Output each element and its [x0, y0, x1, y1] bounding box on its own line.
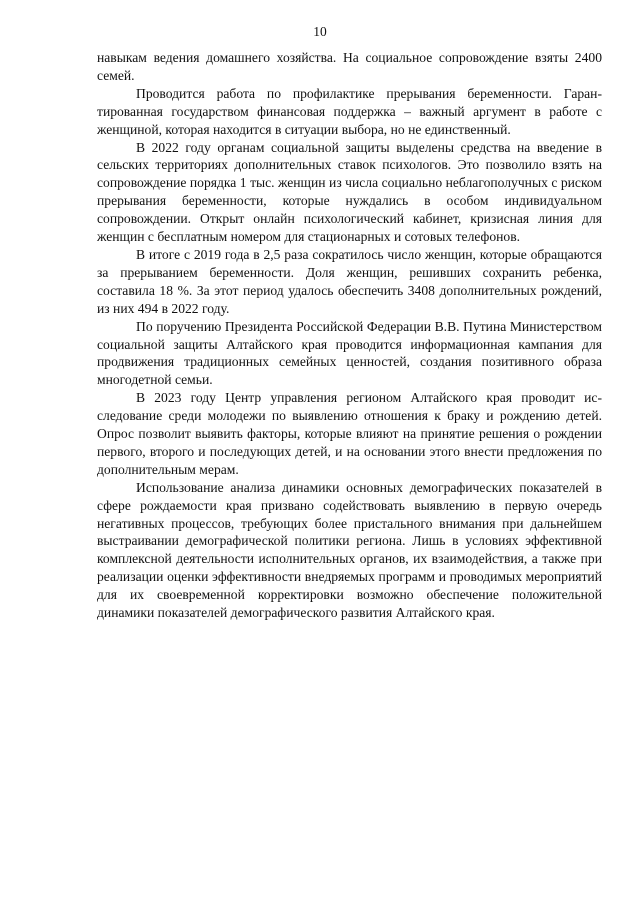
paragraph-youth-survey-2023: В 2023 году Центр управления регионом Алтайского края проводит исследование среди молодежи по выявлению отношения к браку и рождению детей. Опрос позволит выявить факторы, которые влияют на принятие решения о рождении первого, второго и последующих детей, и на основании этого внести предложения по дополнительным мерам.	[97, 390, 602, 477]
document-body	[97, 49, 602, 622]
paragraph-continued: навыкам ведения домашнего хозяйства. На социальное сопровождение взяты 2400 семей.	[97, 50, 602, 83]
paragraph-results-since-2019: В итоге с 2019 года в 2,5 раза сократилось число женщин, которые обращаются за прерыванием беременности. Доля женщин, решивших сохранить ребенка, составила 18 %. За этот период удалось обеспечить 3408 дополнительных рождений, из них 494 в 2022 году.	[97, 246, 602, 316]
paragraph-psychologists-2022: В 2022 году органам социальной защиты выделены средства на введение в сельских территориях дополнительных ставок психологов. Это позволило взять на сопровождение порядка 1 тыс. женщин из числа социально неблагополучных с риском прерывания беременности, которые нуждались в особом индивидуальном сопровождении. Открыт онлайн психологический кабинет, кризисная линия для женщин с бесплатным номером для стационарных и сотовых телефонов.	[97, 139, 602, 245]
paragraph-conclusion: Использование анализа динамики основных демографических показателей в сфере рождаемости края призвано содействовать выявлению в первую очередь негативных процессов, требующих более пристального внимания при дальнейшем выстраивании демографической политики региона. Лишь в условиях эффективной комплексной деятельности исполнительных органов, их взаимодействия, а также при реализации оценки эффективности внедряемых программ и проводимых мероприятий для их своевременной корректировки возможно обеспечение положительной динамики показателей демографического развития Алтайского края.	[97, 479, 602, 621]
paragraph-abortion-prevention: Проводится работа по профилактике прерывания беременности. Гарантированная государством финансовая поддержка – важный аргумент в работе с женщиной, которая находится в ситуации выбора, но не единственный.	[97, 85, 602, 137]
paragraph-information-campaign: По поручению Президента Российской Федерации В.В. Путина Министерством социальной защиты Алтайского края проводится информационная кампания для продвижения традиционных семейных ценностей, создания позитивного образа многодетной семьи.	[97, 318, 602, 388]
page-number: 10	[313, 24, 327, 39]
